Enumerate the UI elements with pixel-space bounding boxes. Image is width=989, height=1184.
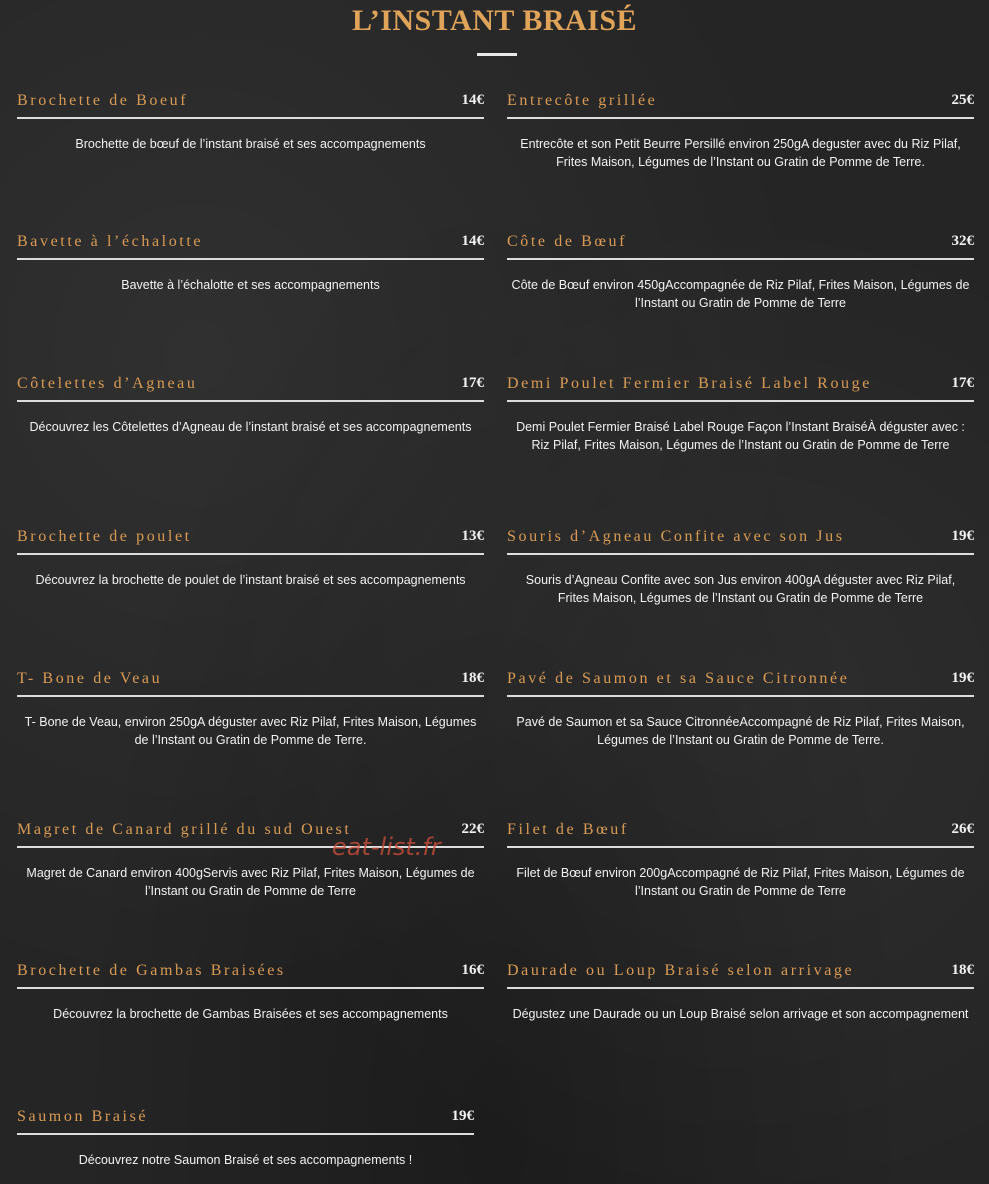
menu-item-price: 17€ <box>461 375 484 391</box>
menu-item-souris-agneau <box>507 526 974 607</box>
menu-item-price: 14€ <box>461 233 484 249</box>
menu-item-description: Souris d’Agneau Confite avec son Jus environ 400gA déguster avec Riz Pilaf, Frites Maison, Légumes de l’Instant ou Gratin de Pomme de Terre <box>525 573 956 605</box>
title-underline <box>477 53 517 56</box>
menu-item-description: Bavette à l’échalotte et ses accompagnements <box>121 278 380 292</box>
menu-item-daurade-loup <box>507 960 974 1024</box>
menu-item-name: T- Bone de Veau <box>17 670 163 687</box>
menu-item-header <box>17 960 484 989</box>
menu-item-name: Demi Poulet Fermier Braisé Label Rouge <box>507 375 872 392</box>
menu-item-price: 18€ <box>461 670 484 686</box>
menu-item-name: Côte de Bœuf <box>507 233 628 250</box>
menu-item-price: 32€ <box>951 233 974 249</box>
menu-item-name: Saumon Braisé <box>17 1108 149 1125</box>
menu-item-price: 19€ <box>951 670 974 686</box>
menu-item-description: Dégustez une Daurade ou un Loup Braisé selon arrivage et son accompagnement <box>512 1007 969 1021</box>
menu-item-description: Découvrez notre Saumon Braisé et ses accompagnements ! <box>78 1153 413 1167</box>
menu-item-brochette-gambas <box>17 960 484 1024</box>
menu-item-name: Entrecôte grillée <box>507 92 658 109</box>
watermark: eat-list.fr <box>332 833 441 861</box>
menu-item-price: 16€ <box>461 962 484 978</box>
menu-item-header <box>507 231 974 260</box>
menu-item-name: Daurade ou Loup Braisé selon arrivage <box>507 962 855 979</box>
menu-item-header <box>17 668 484 697</box>
menu-item-cote-boeuf <box>507 231 974 312</box>
menu-item-price: 14€ <box>461 92 484 108</box>
menu-item-header <box>17 231 484 260</box>
menu-item-header <box>507 960 974 989</box>
menu-item-filet-boeuf <box>507 819 974 900</box>
menu-item-pave-saumon <box>507 668 974 749</box>
menu-item-header <box>507 526 974 555</box>
menu-item-name: Brochette de poulet <box>17 528 192 545</box>
menu-item-name: Pavé de Saumon et sa Sauce Citronnée <box>507 670 850 687</box>
menu-item-header <box>507 668 974 697</box>
menu-item-price: 19€ <box>951 528 974 544</box>
menu-item-price: 17€ <box>951 375 974 391</box>
menu-item-name: Brochette de Boeuf <box>17 92 189 109</box>
menu-item-demi-poulet <box>507 373 974 454</box>
menu-item-description: Découvrez la brochette de poulet de l’instant braisé et ses accompagnements <box>35 573 466 587</box>
menu-item-description: Magret de Canard environ 400gServis avec Riz Pilaf, Frites Maison, Légumes de l’Instant ou Gratin de Pomme de Terre <box>26 866 475 898</box>
menu-item-description: Filet de Bœuf environ 200gAccompagné de Riz Pilaf, Frites Maison, Légumes de l’Instant ou Gratin de Pomme de Terre <box>516 866 965 898</box>
menu-item-name: Souris d’Agneau Confite avec son Jus <box>507 528 845 545</box>
menu-item-name: Bavette à l’échalotte <box>17 233 204 250</box>
page-title: L’INSTANT BRAISÉ <box>351 4 638 37</box>
menu-item-bavette <box>17 231 484 295</box>
menu-item-price: 22€ <box>461 821 484 837</box>
menu-item-header <box>17 373 484 402</box>
menu-item-name: Filet de Bœuf <box>507 821 629 838</box>
menu-item-header <box>17 1106 474 1135</box>
menu-item-price: 26€ <box>951 821 974 837</box>
menu-item-header <box>17 526 484 555</box>
menu-item-description: Côte de Bœuf environ 450gAccompagnée de Riz Pilaf, Frites Maison, Légumes de l’Instant ou Gratin de Pomme de Terre <box>511 278 970 310</box>
menu-item-price: 13€ <box>461 528 484 544</box>
menu-item-name: Côtelettes d’Agneau <box>17 375 198 392</box>
menu-item-description: Brochette de bœuf de l’instant braisé et ses accompagnements <box>75 137 426 151</box>
menu-item-description: Entrecôte et son Petit Beurre Persillé environ 250gA deguster avec du Riz Pilaf, Frites Maison, Légumes de l’Instant ou Gratin de Pomme de Terre. <box>520 137 961 169</box>
menu-item-header <box>507 90 974 119</box>
menu-item-header <box>507 373 974 402</box>
menu-item-name: Brochette de Gambas Braisées <box>17 962 286 979</box>
menu-item-description: Demi Poulet Fermier Braisé Label Rouge Façon l’Instant BraiséÀ déguster avec : Riz Pilaf, Frites Maison, Légumes de l’Instant ou Gratin de Pomme de Terre <box>516 420 965 452</box>
menu-item-description: T- Bone de Veau, environ 250gA déguster avec Riz Pilaf, Frites Maison, Légumes de l’Instant ou Gratin de Pomme de Terre. <box>24 715 477 747</box>
menu-item-brochette-boeuf <box>17 90 484 154</box>
menu-item-price: 25€ <box>951 92 974 108</box>
menu-item-saumon-braise <box>17 1106 474 1170</box>
menu-item-description: Découvrez la brochette de Gambas Braisées et ses accompagnements <box>53 1007 448 1021</box>
menu-item-price: 18€ <box>951 962 974 978</box>
menu-item-brochette-poulet <box>17 526 484 590</box>
menu-item-entrecote <box>507 90 974 171</box>
menu-item-t-bone-veau <box>17 668 484 749</box>
menu-item-description: Pavé de Saumon et sa Sauce CitronnéeAccompagné de Riz Pilaf, Frites Maison, Légumes de l’Instant ou Gratin de Pomme de Terre. <box>516 715 965 747</box>
menu-item-header <box>507 819 974 848</box>
menu-item-header <box>17 90 484 119</box>
menu-item-cotelettes-agneau <box>17 373 484 437</box>
menu-item-name: Magret de Canard grillé du sud Ouest <box>17 821 352 838</box>
menu-item-description: Découvrez les Côtelettes d’Agneau de l’instant braisé et ses accompagnements <box>29 420 472 434</box>
menu-item-price: 19€ <box>451 1108 474 1124</box>
